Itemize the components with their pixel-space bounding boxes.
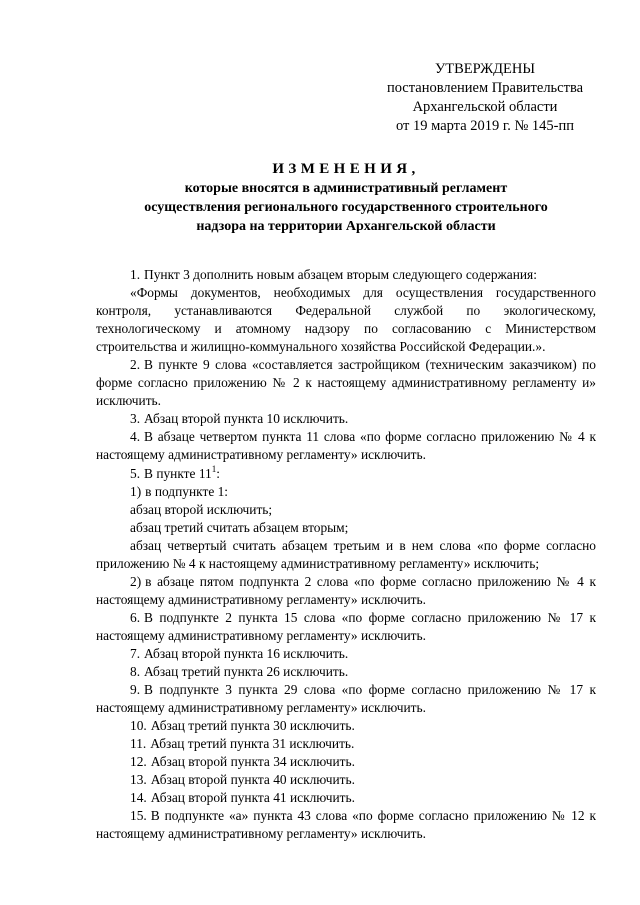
title-heading: ИЗМЕНЕНИЯ, [272, 161, 420, 177]
item-text: Абзац третий пункта 31 исключить. [150, 736, 355, 752]
item-text: В пункте 11 [144, 465, 212, 481]
item-text: Абзац второй пункта 34 исключить. [150, 754, 355, 770]
paragraph-item-4 [96, 428, 596, 464]
item-number: 6. [130, 609, 141, 625]
paragraph-quote [96, 284, 596, 356]
paragraph-item-5 [96, 465, 596, 483]
approval-date: от 19 марта 2019 г. № 145-пп [395, 118, 575, 134]
item-number: 2) [130, 573, 142, 589]
paragraph-item-12 [96, 753, 596, 771]
paragraph-item-9 [96, 681, 596, 717]
item-text: абзац четвертый считать абзацем третьим и в нем слова «по форме согласно приложению № 4 к настоящему административному регламенту» исключить; [96, 537, 596, 571]
item-number: 9. [130, 682, 141, 698]
paragraph-subitem-1a [96, 501, 596, 519]
item-number: 5. [130, 465, 141, 481]
title-line: надзора на территории Архангельской области [196, 219, 496, 234]
item-text: Абзац второй пункта 16 исключить. [144, 645, 349, 661]
paragraph-item-14 [96, 789, 596, 807]
paragraph-item-11 [96, 735, 596, 753]
title-line: осуществления регионального государственного строительного [144, 200, 548, 215]
item-text: В подпункте 3 пункта 29 слова «по форме согласно приложению № 17 к настоящему административному регламенту» исключить. [96, 682, 596, 716]
paragraph-item-3 [96, 410, 596, 428]
item-text: Абзац второй пункта 40 исключить. [150, 772, 355, 788]
item-number: 13. [130, 772, 147, 788]
item-text: абзац второй исключить; [130, 501, 273, 517]
item-number: 11. [130, 736, 147, 752]
item-text: В подпункте 2 пункта 15 слова «по форме согласно приложению № 17 к настоящему административному регламенту» исключить. [96, 609, 596, 643]
item-number: 8. [130, 664, 141, 680]
item-number: 7. [130, 645, 141, 661]
item-number: 1) [130, 483, 142, 499]
item-text: В подпункте «а» пункта 43 слова «по форме согласно приложению № 12 к настоящему административному регламенту» исключить. [96, 808, 596, 842]
paragraph-subitem-1 [96, 483, 596, 501]
document-body [96, 266, 596, 844]
item-text: В пункте 9 слова «составляется застройщиком (техническим заказчиком) по форме согласно приложению № 2 к настоящему административному регламенту и» исключить. [96, 357, 596, 409]
superscript: 1 [211, 463, 217, 474]
paragraph-item-13 [96, 771, 596, 789]
approval-line: постановлением Правительства [386, 80, 584, 96]
item-text: В абзаце четвертом пункта 11 слова «по форме согласно приложению № 4 к настоящему административному регламенту» исключить. [96, 429, 596, 463]
item-number: 4. [130, 429, 141, 445]
item-text: абзац третий считать абзацем вторым; [130, 519, 349, 535]
item-text: в абзаце пятом подпункта 2 слова «по форме согласно приложению № 4 к настоящему административному регламенту» исключить. [96, 573, 596, 607]
item-text: Абзац второй пункта 10 исключить. [144, 411, 349, 427]
paragraph-item-1 [96, 266, 596, 284]
item-number: 15. [130, 808, 147, 824]
paragraph-item-10 [96, 717, 596, 735]
paragraph-item-8 [96, 663, 596, 681]
paragraph-item-7 [96, 645, 596, 663]
approval-line: Архангельской области [412, 99, 558, 115]
item-number: 12. [130, 754, 147, 770]
item-number: 3. [130, 411, 141, 427]
item-text: Пункт 3 дополнить новым абзацем вторым следующего содержания: [144, 267, 537, 282]
item-number: 2. [130, 357, 141, 373]
paragraph-subitem-1c [96, 537, 596, 573]
item-number: 14. [130, 790, 147, 806]
item-number: 10. [130, 718, 147, 734]
item-number: 1. [130, 267, 141, 282]
title-line: которые вносятся в административный регламент [184, 181, 508, 196]
paragraph-subitem-2 [96, 573, 596, 609]
paragraph-item-15 [96, 807, 596, 843]
paragraph-item-6 [96, 609, 596, 645]
item-text: Абзац второй пункта 41 исключить. [150, 790, 355, 806]
item-text: в подпункте 1: [145, 483, 229, 499]
item-text: Абзац третий пункта 30 исключить. [150, 718, 355, 734]
paragraph-item-2 [96, 356, 596, 410]
approval-title: УТВЕРЖДЕНЫ [434, 61, 536, 77]
document-title [96, 160, 596, 236]
approval-stamp [380, 60, 590, 136]
item-text: «Формы документов, необходимых для осуществления государственного контроля, устанавливаются Федеральной службой по экологическому, технологическому и атомному надзору по согласованию с Министерством строительства и жилищно-коммунального хозяйства Российской Федерации.». [96, 285, 596, 355]
item-text: Абзац третий пункта 26 исключить. [144, 664, 349, 680]
paragraph-subitem-1b [96, 519, 596, 537]
item-text: : [216, 465, 220, 481]
